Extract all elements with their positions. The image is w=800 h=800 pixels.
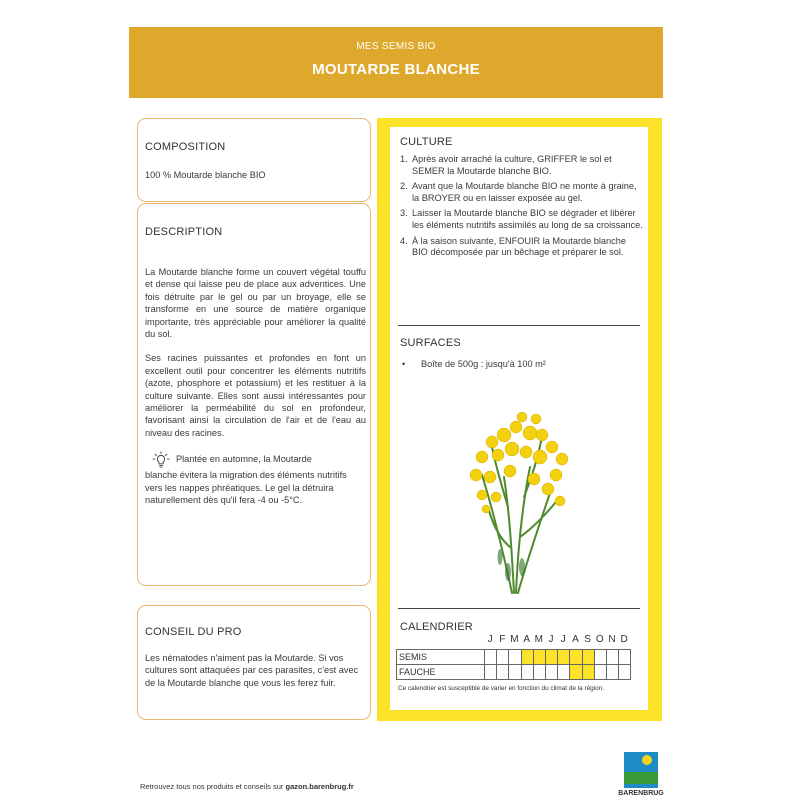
month-label: J — [560, 634, 566, 645]
culture-heading: CULTURE — [400, 136, 453, 148]
month-cell — [521, 650, 533, 665]
tip-first-line: Plantée en automne, la Moutarde — [176, 454, 312, 465]
row-label: SEMIS — [397, 650, 485, 665]
month-cell — [570, 665, 582, 680]
culture-step: 3. Laisser la Moutarde blanche BIO se dégrader et libérer les éléments nutritifs assimilés au long de sa croissance. — [400, 208, 643, 230]
month-cell — [545, 665, 557, 680]
conseil-heading: CONSEIL DU PRO — [145, 626, 242, 638]
culture-step: 1. Après avoir arraché la culture, GRIFFER le sol et SEMER la Moutarde blanche BIO. — [400, 154, 612, 176]
month-cell — [594, 650, 606, 665]
month-label: J — [487, 634, 493, 645]
mustard-plant-illustration — [452, 397, 582, 597]
month-cell — [582, 665, 594, 680]
calendar-row-semis — [397, 650, 631, 665]
lightbulb-icon — [152, 451, 170, 469]
culture-steps — [400, 154, 644, 263]
month-cell — [509, 650, 521, 665]
month-label: M — [510, 634, 519, 645]
month-cell — [558, 665, 570, 680]
surfaces-heading: SURFACES — [400, 337, 461, 349]
month-cell — [619, 650, 631, 665]
month-cell — [545, 650, 557, 665]
culture-step: 4. À la saison suivante, ENFOUIR la Moutarde blanche BIO décomposée par un bêchage et préparer le sol. — [400, 235, 626, 258]
footer-text: Retrouvez tous nos produits et conseils sur gazon.barenbrug.fr — [140, 782, 354, 791]
footer-link[interactable]: gazon.barenbrug.fr — [285, 782, 354, 791]
month-cell — [533, 665, 545, 680]
barenbrug-logo-icon — [624, 752, 658, 788]
month-cell — [558, 650, 570, 665]
description-heading: DESCRIPTION — [145, 226, 223, 238]
month-cell — [570, 650, 582, 665]
month-cell — [619, 665, 631, 680]
composition-heading: COMPOSITION — [145, 141, 226, 153]
month-label: J — [548, 634, 554, 645]
calendar-row-fauche — [397, 665, 631, 680]
row-label: FAUCHE — [397, 665, 485, 680]
description-paragraph-1: La Moutarde blanche forme un couvert végétal touffu et dense qui laisse peu de place aux adventices. Une fois détruite par le gel ou par un broyage, elle se transforme en une source de matière organique importante, très appréciable pour améliorer la qualité du sol. — [145, 267, 366, 340]
month-label: A — [572, 634, 579, 645]
calendar-heading: CALENDRIER — [400, 621, 473, 633]
month-cell — [606, 650, 618, 665]
month-label: M — [534, 634, 544, 645]
calendar-table — [396, 649, 631, 680]
month-cell — [497, 650, 509, 665]
composition-text: 100 % Moutarde blanche BIO — [145, 170, 266, 180]
month-label: O — [595, 634, 604, 645]
culture-step: 2. Avant que la Moutarde blanche BIO ne monte à graine, la BROYER ou en laisser exposée au gel. — [400, 181, 637, 203]
header-subtitle: MES SEMIS BIO — [356, 41, 436, 52]
brand-name: BARENBRUG — [618, 790, 664, 797]
description-paragraph-2: Ses racines puissantes et profondes en font un excellent outil pour concentrer les éléments nutritifs (azote, phosphore et potassium) et les restituer à la culture suivante. Elles sont aussi intéressantes pour améliorer la perméabilité du sol en profondeur, favorisant ainsi la circulation de l'air et de l'eau au niveau des racines. — [145, 353, 366, 438]
tip-text: blanche évitera la migration des éléments nutritifs vers les nappes phréatiques. Le gel la détruira naturellement dès qu'il fera -4 ou -5°C. — [145, 470, 347, 506]
month-cell — [582, 650, 594, 665]
tip-block — [145, 451, 366, 506]
description-body — [145, 266, 366, 507]
month-cell — [594, 665, 606, 680]
month-label: S — [584, 634, 591, 645]
month-cell — [521, 665, 533, 680]
month-label: D — [620, 634, 628, 645]
month-label: N — [608, 634, 616, 645]
calendar-note: Ce calendrier est susceptible de varier en fonction du climat de la région. — [398, 685, 605, 692]
month-cell — [509, 665, 521, 680]
culture-panel — [390, 127, 648, 710]
month-cell — [485, 650, 497, 665]
conseil-text: Les nématodes n'aiment pas la Moutarde. Si vos cultures sont attaquées par ces parasites, c'est avec de la Moutarde blanche que vous les ferez fuir. — [145, 653, 359, 688]
month-cell — [485, 665, 497, 680]
divider — [398, 608, 640, 609]
composition-box — [137, 118, 371, 202]
description-box — [137, 203, 371, 586]
month-label: A — [523, 634, 530, 645]
month-label: F — [499, 634, 506, 645]
page-title: MOUTARDE BLANCHE — [312, 61, 480, 78]
month-cell — [533, 650, 545, 665]
conseil-box — [137, 605, 371, 720]
month-cell — [606, 665, 618, 680]
divider — [398, 325, 640, 326]
calendar-months — [484, 634, 630, 645]
month-cell — [497, 665, 509, 680]
surfaces-item: • Boîte de 500g : jusqu'à 100 m² — [402, 359, 546, 369]
header-banner — [129, 27, 663, 98]
